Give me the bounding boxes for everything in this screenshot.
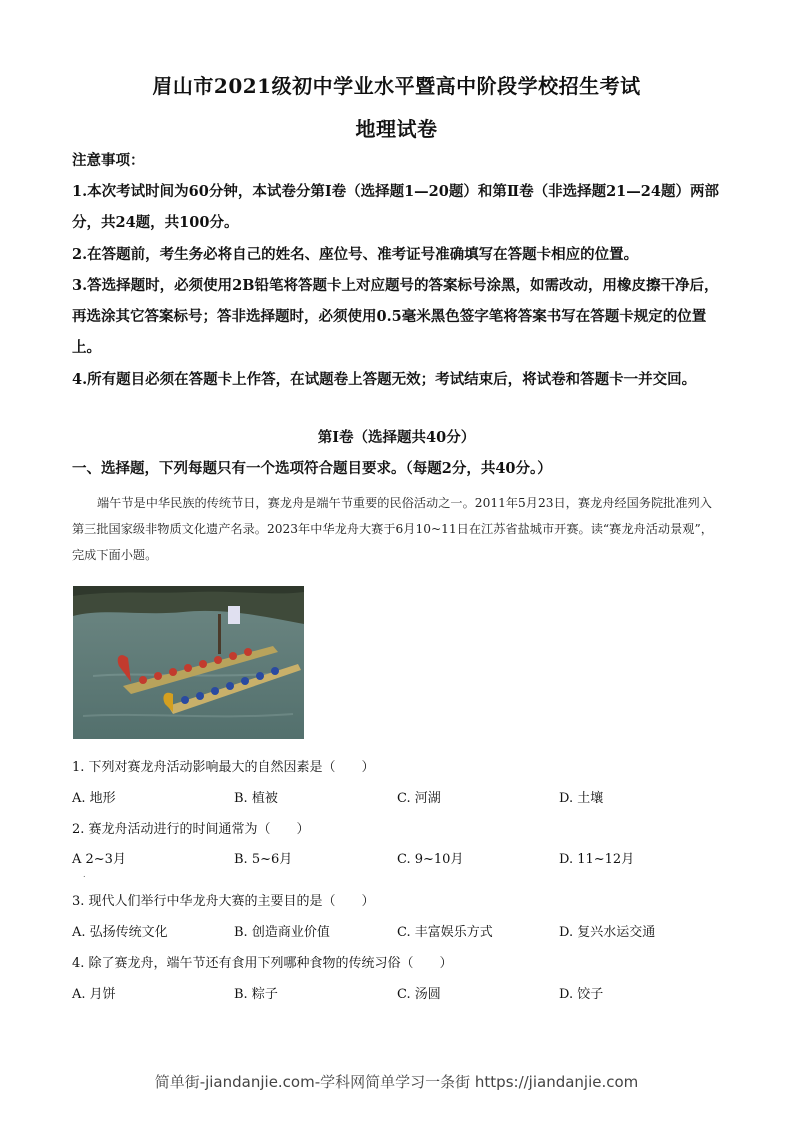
q3-option-d: D. 复兴水运交通 (559, 925, 656, 940)
q4-option-d: D. 饺子 (559, 987, 604, 1002)
q2-option-d: D. 11~12月 (559, 852, 635, 867)
dragon-boat-illustration (73, 586, 304, 739)
notice-item-4: 4.所有题目必须在答题卡上作答，在试题卷上答题无效；考试结束后，将试卷和答题卡一并交回。 (72, 371, 697, 388)
question-2: 2. 赛龙舟活动进行的时间通常为（ ） (72, 822, 310, 837)
dragon-boat-photo (73, 586, 304, 739)
stray-mark: . (83, 870, 86, 879)
q1-option-a: A. 地形 (72, 791, 116, 806)
q4-option-a: A. 月饼 (72, 987, 116, 1002)
notice-item-2: 2.在答题前，考生务必将自己的姓名、座位号、准考证号准确填写在答题卡相应的位置。 (72, 246, 639, 263)
exam-title: 眉山市2021级初中学业水平暨高中阶段学校招生考试 (152, 74, 641, 98)
q3-option-a: A. 弘扬传统文化 (72, 925, 168, 940)
notice-item-3: 3.答选择题时，必须使用2B铅笔将答题卡上对应题号的答案标号涂黑，如需改动，用橡皮擦干净后，再选涂其它答案标号；答非选择题时，必须使用0.5毫米黑色签字笔将答案书写在答题卡规定的位置上。 (72, 277, 719, 356)
section-title: 第Ⅰ卷（选择题共40分） (317, 429, 476, 446)
q1-option-b: B. 植被 (234, 791, 278, 806)
footer-watermark[interactable]: 简单街-jiandanjie.com-学科网简单学习一条街 https://jiandanjie.com (154, 1073, 639, 1091)
q1-option-d: D. 土壤 (559, 791, 604, 806)
q3-option-b: B. 创造商业价值 (234, 925, 330, 940)
question-4: 4. 除了赛龙舟，端午节还有食用下列哪种食物的传统习俗（ ） (72, 956, 453, 971)
notice-item-1: 1.本次考试时间为60分钟，本试卷分第Ⅰ卷（选择题1—20题）和第Ⅱ卷（非选择题21—24题）两部分，共24题，共100分。 (72, 183, 719, 231)
reading-passage: 端午节是中华民族的传统节日，赛龙舟是端午节重要的民俗活动之一。2011年5月23日，赛龙舟经国务院批准列入第三批国家级非物质文化遗产名录。2023年中华龙舟大赛于6月10~11日在江苏省盐城市开赛。读“赛龙舟活动景观”，完成下面小题。 (72, 496, 713, 562)
q2-option-a: A 2~3月 (72, 852, 126, 867)
exam-subtitle: 地理试卷 (355, 117, 438, 141)
q1-option-c: C. 河湖 (397, 791, 441, 806)
q2-option-b: B. 5~6月 (234, 852, 293, 867)
q3-option-c: C. 丰富娱乐方式 (397, 925, 493, 940)
question-3: 3. 现代人们举行中华龙舟大赛的主要目的是（ ） (72, 894, 375, 909)
q4-option-b: B. 粽子 (234, 987, 278, 1002)
q2-option-c: C. 9~10月 (397, 852, 464, 867)
section-instructions: 一、选择题，下列每题只有一个选项符合题目要求。（每题2分，共40分。） (72, 460, 552, 477)
notice-heading: 注意事项： (72, 152, 145, 169)
question-1: 1. 下列对赛龙舟活动影响最大的自然因素是（ ） (72, 760, 375, 775)
q4-option-c: C. 汤圆 (397, 987, 441, 1002)
